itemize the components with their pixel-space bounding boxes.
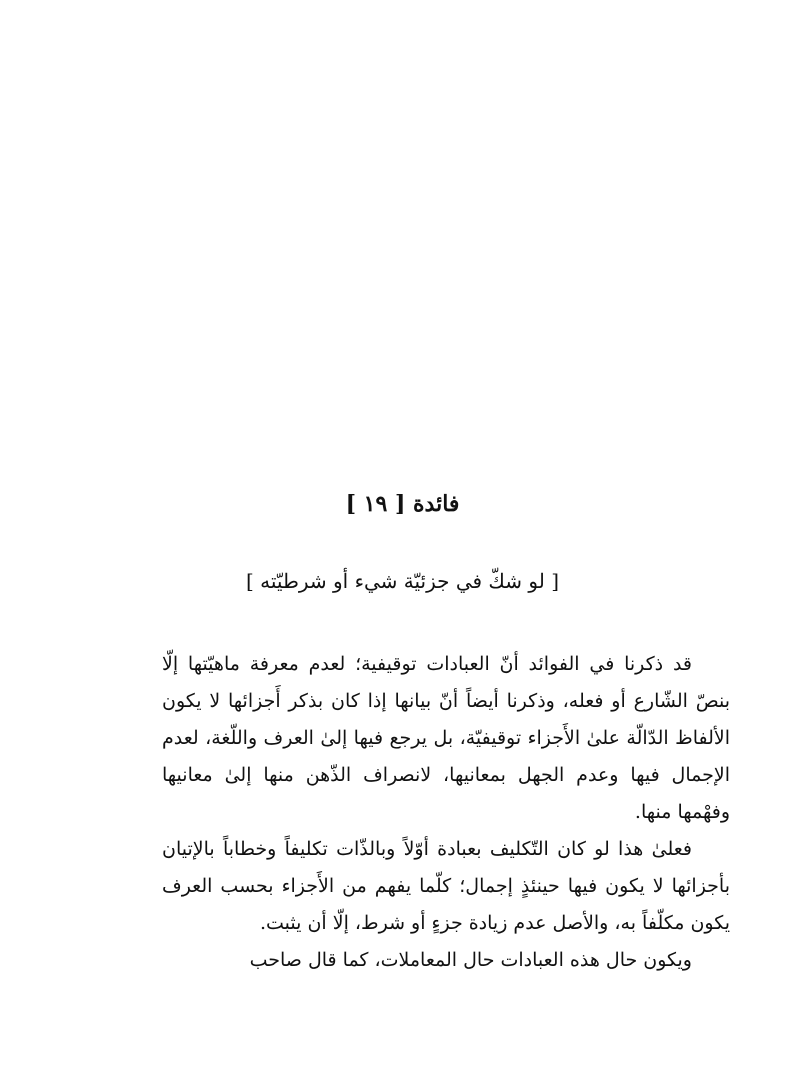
paragraph-2: فعلىٰ هذا لو كان التّكليف بعبادة أوّلاً وبالذّات تكليفاً وخطاباً بالإتيان بأجزائها لا يكون فيها حينئذٍ إجمال؛ كلّما يفهم من الأَجزاء بحسب العرف يكون مكلّفاً به، والأصل عدم زيادة جزءٍ أو شرط، إلّا أن يثبت.: [162, 838, 730, 934]
body-text: [162, 646, 730, 979]
section-subheading: [ لو شكّ في جزئيّة شيء أو شرطيّته ]: [245, 569, 559, 593]
section-heading: فائدة [ ١٩ ]: [345, 491, 460, 517]
paragraph-3: ويكون حال هذه العبادات حال المعاملات، كما قال صاحب: [249, 949, 692, 971]
paragraph-1: قد ذكرنا في الفوائد أنّ العبادات توقيفية؛ لعدم معرفة ماهيّتها إلّا بنصّ الشّارع أو فعله، وذكرنا أيضاً أنّ بيانها إذا كان بذكر أَجزائها لا يكون الألفاظ الدّالّة علىٰ الأَجزاء توقيفيّة، بل يرجع فيها إلىٰ العرف واللّغة، لعدم الإجمال فيها وعدم الجهل بمعانيها، لانصراف الذّهن منها إلىٰ معانيها وفهْمها منها.: [162, 653, 730, 823]
